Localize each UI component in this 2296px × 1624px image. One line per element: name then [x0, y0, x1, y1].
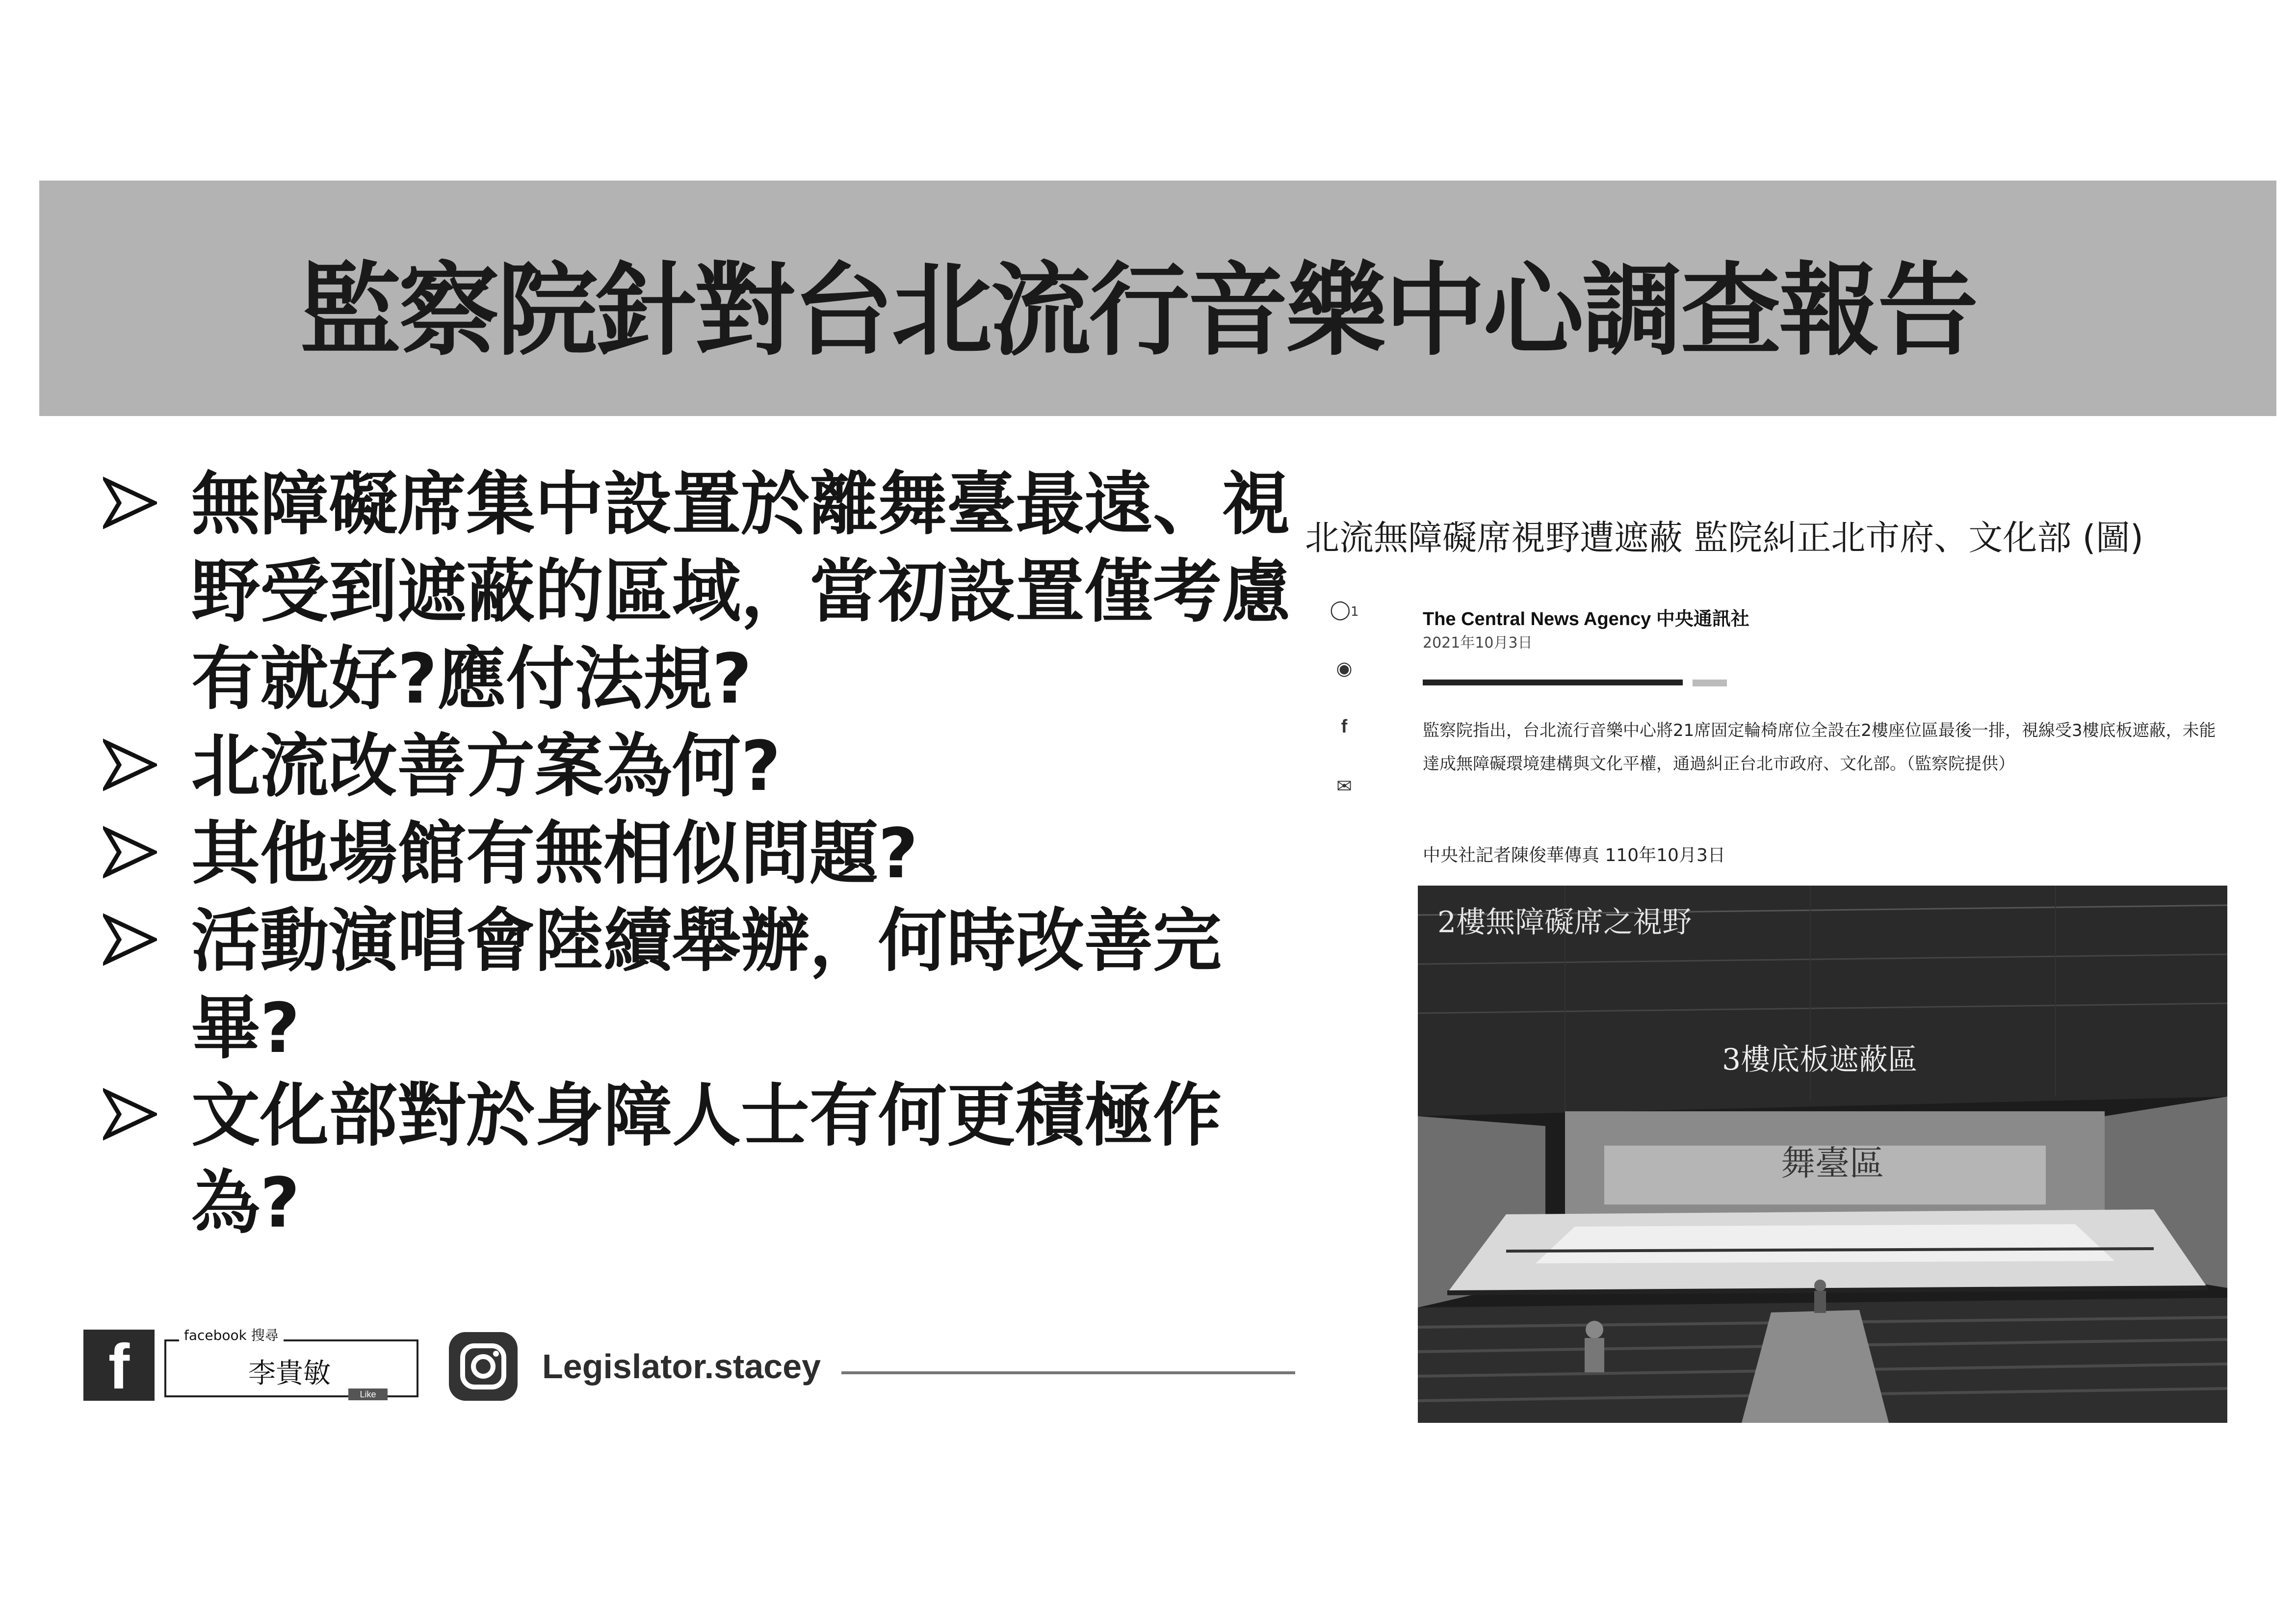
- progress-bar: [1423, 680, 1683, 685]
- arrow-bullet-icon: [103, 476, 157, 530]
- article-date: 2021年10月3日: [1423, 634, 1533, 652]
- photo-credit: 中央社記者陳俊華傳真 110年10月3日: [1423, 845, 1725, 865]
- article-body: 監察院指出，台北流行音樂中心將21席固定輪椅席位全設在2樓座位區最後一排，視線受3樓底板遮蔽，未能達成無障礙環境建構與文化平權，通過糾正台北市政府、文化部。（監察院提供）: [1423, 721, 2216, 774]
- facebook-like-badge: Like: [348, 1388, 388, 1400]
- question-item: [103, 1073, 1305, 1247]
- article-source[interactable]: The Central News Agency 中央通訊社: [1423, 609, 1749, 629]
- line-share-icon[interactable]: ◉: [1336, 657, 1353, 679]
- instagram-icon[interactable]: [449, 1332, 518, 1401]
- question-text: 無障礙席集中設置於離舞臺最遠、視野受到遮蔽的區域，當初設置僅考慮有就好?應付法規?: [191, 465, 1291, 719]
- news-article: [1305, 510, 2276, 1433]
- question-list: [103, 461, 1305, 1247]
- question-text: 活動演唱會陸續舉辦，何時改善完畢?: [191, 901, 1222, 1069]
- arrow-bullet-icon: [103, 738, 157, 792]
- facebook-search-label: facebook 搜尋: [179, 1325, 284, 1344]
- facebook-icon[interactable]: f: [83, 1330, 155, 1401]
- photo-label-stage: 舞臺區: [1781, 1143, 1884, 1183]
- question-text: 北流改善方案為何?: [191, 727, 781, 807]
- question-item: [103, 898, 1305, 1073]
- arrow-bullet-icon: [103, 825, 157, 879]
- photo-label-view: 2樓無障礙席之視野: [1437, 905, 1692, 940]
- facebook-share-icon[interactable]: f: [1341, 716, 1348, 737]
- photo-label-floor3: 3樓底板遮蔽區: [1722, 1043, 1918, 1077]
- comment-icon[interactable]: ◯1: [1330, 599, 1359, 620]
- arrow-bullet-icon: [103, 1087, 157, 1141]
- email-share-icon[interactable]: ✉: [1336, 775, 1352, 797]
- title-banner: [39, 181, 2276, 416]
- question-item: [103, 461, 1305, 723]
- page-title: 監察院針對台北流行音樂中心調查報告: [300, 253, 1977, 369]
- social-footer: [83, 1325, 1295, 1403]
- divider-line: [841, 1371, 1295, 1374]
- arrow-bullet-icon: [103, 913, 157, 967]
- question-text: 其他場館有無相似問題?: [191, 814, 918, 894]
- facebook-name: 李貴敏: [248, 1358, 331, 1389]
- comment-count: 1: [1350, 604, 1359, 619]
- instagram-handle[interactable]: Legislator.stacey: [542, 1347, 821, 1386]
- article-headline: 北流無障礙席視野遭遮蔽 監院糾正北市府、文化部 (圖): [1305, 518, 2144, 558]
- question-item: [103, 723, 1305, 811]
- question-text: 文化部對於身障人士有何更積極作為?: [191, 1076, 1222, 1243]
- progress-bar-end: [1693, 680, 1727, 686]
- question-item: [103, 811, 1305, 898]
- venue-photo: [1418, 886, 2227, 1423]
